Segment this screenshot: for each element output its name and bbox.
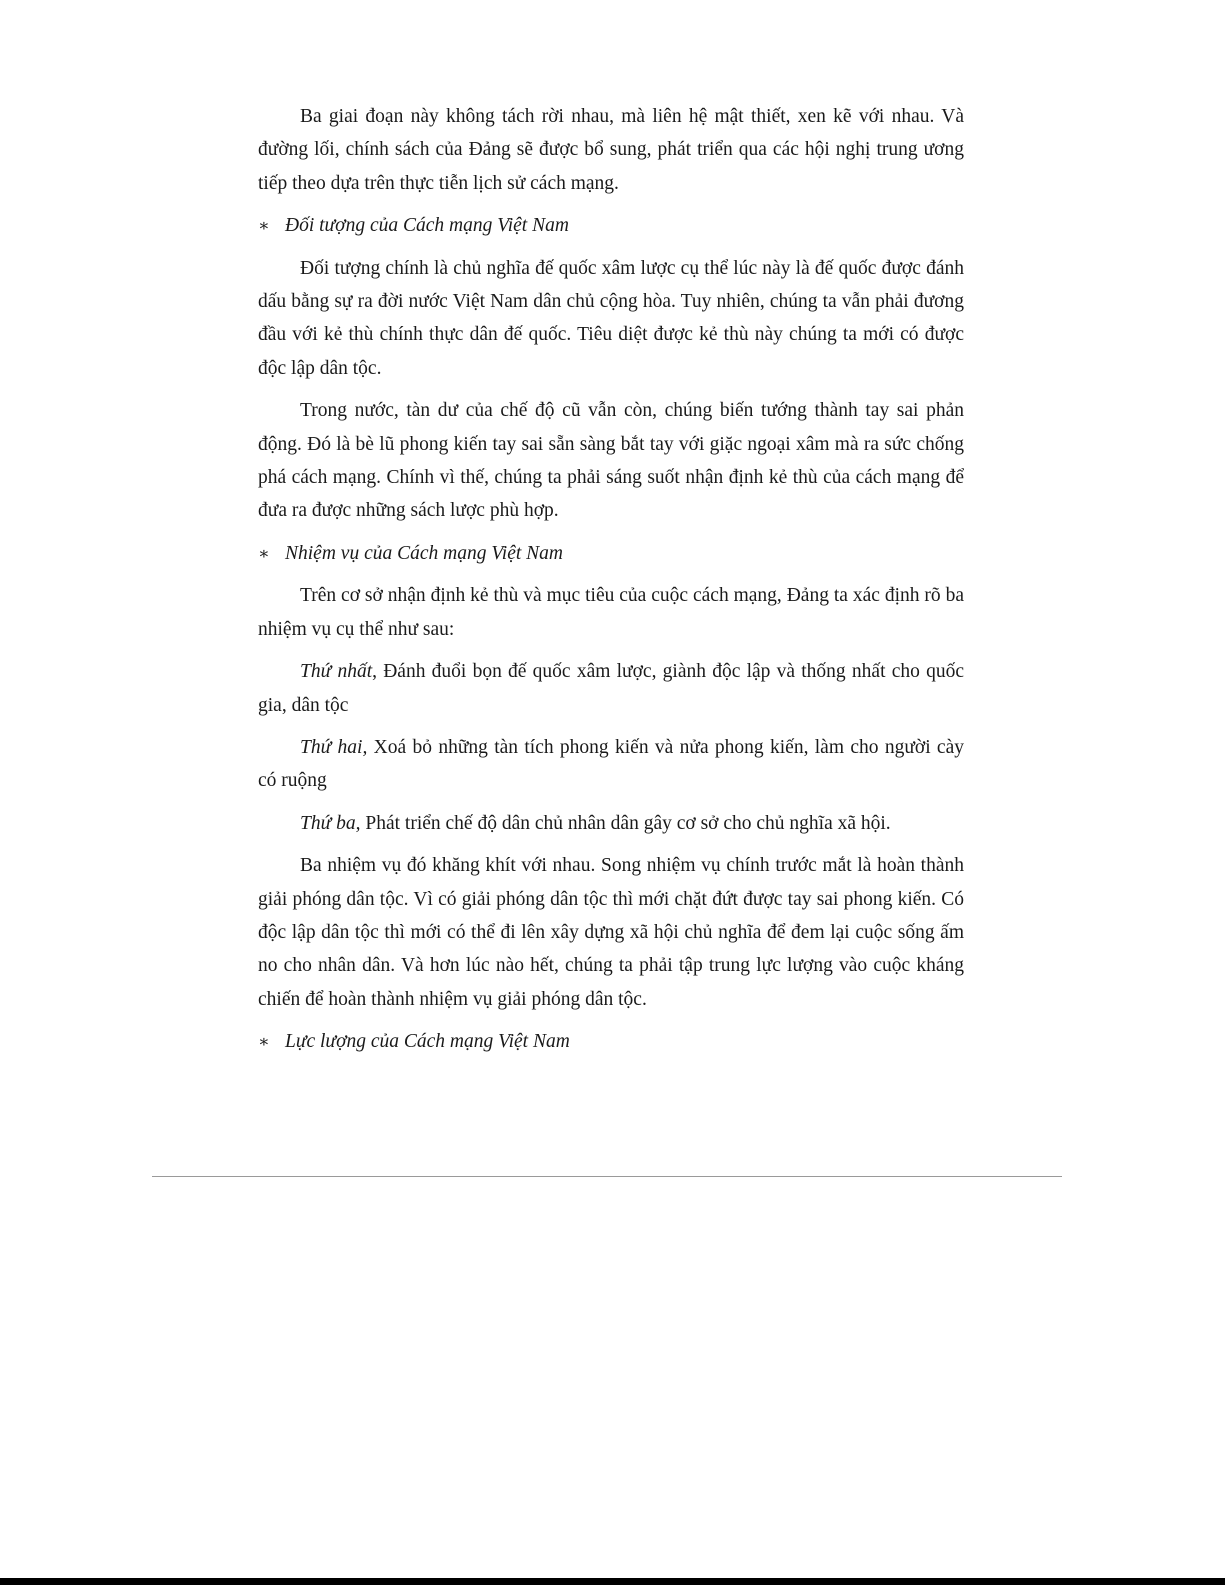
task-lead: Thứ hai, [300,736,368,758]
paragraph-task-first [258,655,964,722]
bottom-edge-bar [0,1578,1225,1585]
heading-luc-luong [258,1025,964,1058]
paragraph-main-enemy: Đối tượng chính là chủ nghĩa đế quốc xâm lược cụ thể lúc này là đế quốc được đánh dấu bằng sự ra đời nước Việt Nam dân chủ cộng hòa. Tuy nhiên, chúng ta vẫn phải đương đầu với kẻ thù chính thực dân đế quốc. Tiêu diệt được kẻ thù này chúng ta mới có được độc lập dân tộc. [258,257,964,379]
paragraph-task-second [258,731,964,798]
task-lead: Thứ ba, [300,812,361,834]
heading-doi-tuong [258,209,964,242]
paragraph-stages: Ba giai đoạn này không tách rời nhau, mà liên hệ mật thiết, xen kẽ với nhau. Và đường lối, chính sách của Đảng sẽ được bổ sung, phát triển qua các hội nghị trung ương tiếp theo dựa trên thực tiễn lịch sử cách mạng. [258,106,964,194]
heading-text: Lực lượng của Cách mạng Việt Nam [285,1031,570,1053]
paragraph-task-third [258,807,964,840]
task-lead: Thứ nhất [300,661,373,683]
heading-text: Đối tượng của Cách mạng Việt Nam [285,215,569,237]
page-divider [152,1176,1062,1177]
heading-text: Nhiệm vụ của Cách mạng Việt Nam [285,542,564,564]
task-text: Xoá bỏ những tàn tích phong kiến và nửa phong kiến, làm cho người cày có ruộng [258,736,964,792]
paragraph-tasks-relationship: Ba nhiệm vụ đó khăng khít với nhau. Song nhiệm vụ chính trước mắt là hoàn thành giải phóng dân tộc. Vì có giải phóng dân tộc thì mới chặt đứt được tay sai phong kiến. Có độc lập dân tộc thì mới có thể đi lên xây dựng xã hội chủ nghĩa để đem lại cuộc sống ấm no cho nhân dân. Và hơn lúc nào hết, chúng ta phải tập trung lực lượng vào cuộc kháng chiến để hoàn thành nhiệm vụ giải phóng dân tộc. [258,855,964,1010]
paragraph-three-tasks-intro: Trên cơ sở nhận định kẻ thù và mục tiêu của cuộc cách mạng, Đảng ta xác định rõ ba nhiệm vụ cụ thể như sau: [258,585,964,640]
document-page [258,100,964,1068]
paragraph-domestic-remnants: Trong nước, tàn dư của chế độ cũ vẫn còn, chúng biến tướng thành tay sai phản động. Đó là bè lũ phong kiến tay sai sẵn sàng bắt tay với giặc ngoại xâm mà ra sức chống phá cách mạng. Chính vì thế, chúng ta phải sáng suốt nhận định kẻ thù của cách mạng để đưa ra được những sách lược phù hợp. [258,400,964,522]
asterisk-bullet-icon: ∗ [258,216,270,236]
task-text: , Đánh đuổi bọn đế quốc xâm lược, giành độc lập và thống nhất cho quốc gia, dân tộc [258,661,964,716]
asterisk-bullet-icon: ∗ [258,1032,270,1052]
asterisk-bullet-icon: ∗ [258,543,270,563]
task-text: Phát triển chế độ dân chủ nhân dân gây cơ sở cho chủ nghĩa xã hội. [360,812,891,834]
heading-nhiem-vu [258,537,964,570]
